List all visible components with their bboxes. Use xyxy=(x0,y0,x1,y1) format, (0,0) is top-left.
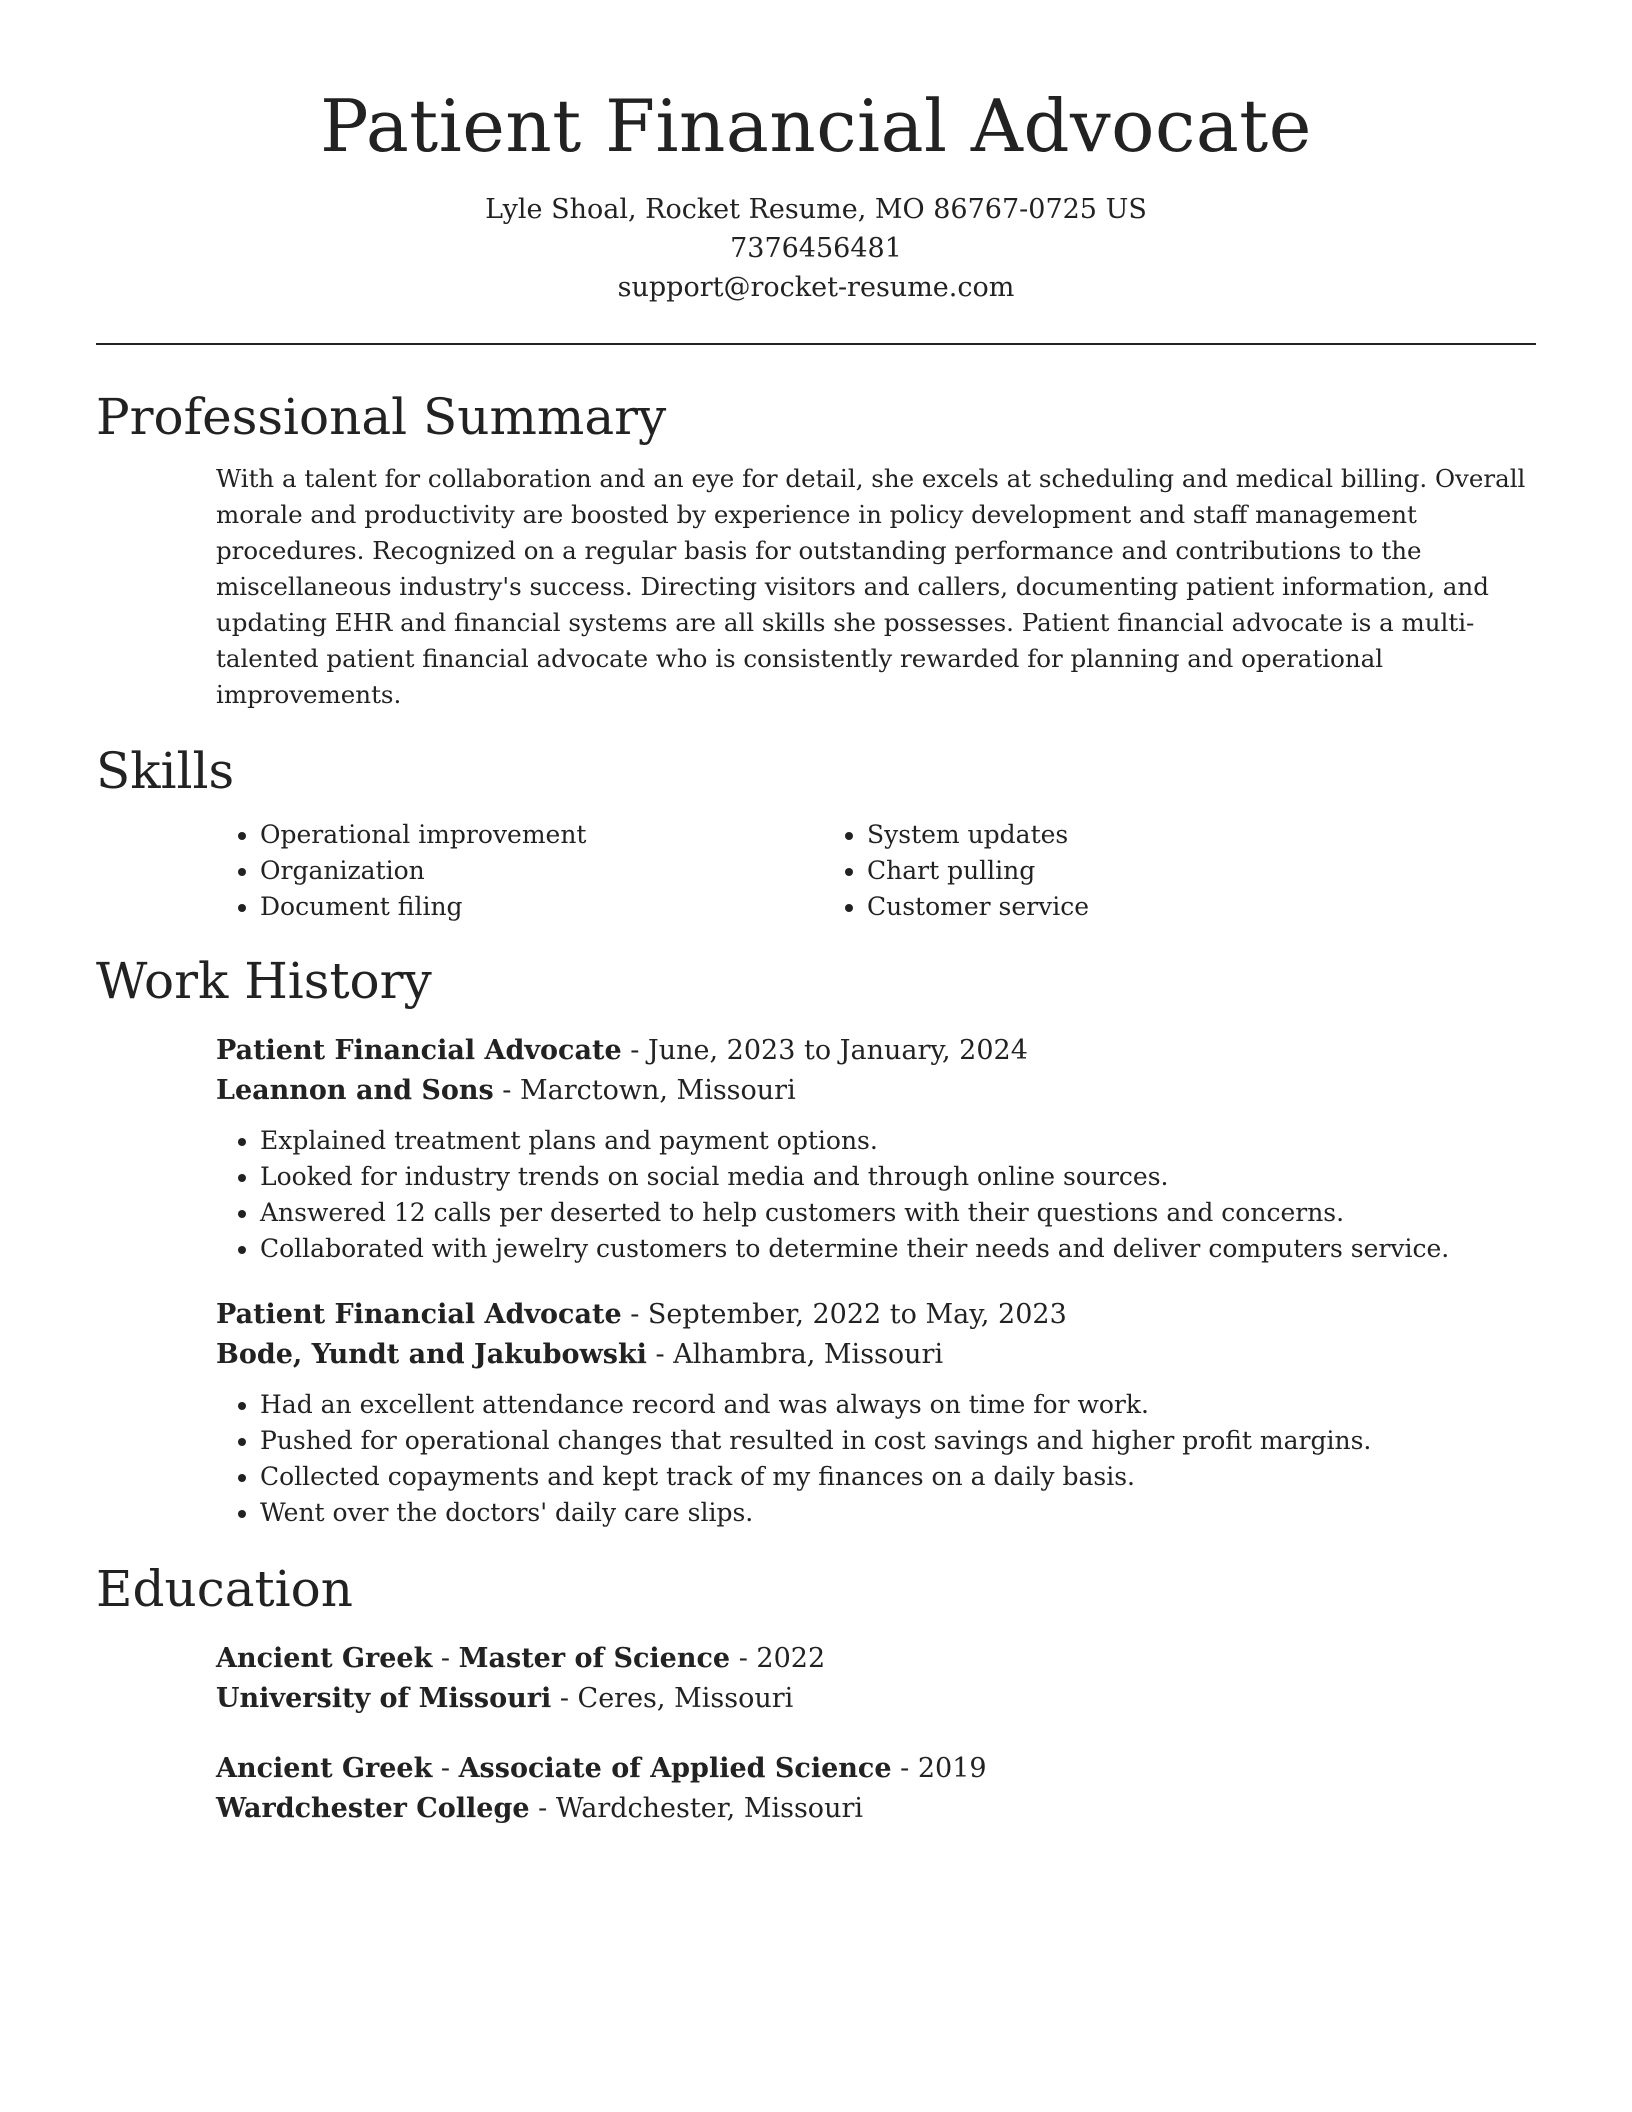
job-duties-list xyxy=(216,1123,1536,1267)
education-school: Wardchester College xyxy=(216,1793,530,1824)
job-duty: • Looked for industry trends on social media and through online sources. xyxy=(260,1159,1536,1195)
resume-title: Patient Financial Advocate xyxy=(320,84,1312,168)
job-duty: • Explained treatment plans and payment options. xyxy=(260,1123,1536,1159)
job-duty: • Pushed for operational changes that resulted in cost savings and higher profit margins. xyxy=(260,1423,1536,1459)
skill-item: • Document filing xyxy=(260,889,823,925)
job-location: Marctown, Missouri xyxy=(520,1075,796,1106)
job-company: Bode, Yundt and Jakubowski xyxy=(216,1339,647,1370)
section-title-skills: Skills xyxy=(96,742,235,800)
education-section xyxy=(96,1559,1536,1829)
job-title-line xyxy=(216,1295,1536,1335)
contact-email: support@rocket-resume.com xyxy=(617,272,1015,303)
contact-info xyxy=(96,190,1536,307)
education-entry xyxy=(216,1749,1536,1829)
skills-section xyxy=(96,741,1536,925)
job-duty: • Had an excellent attendance record and was always on time for work. xyxy=(260,1387,1536,1423)
section-title-education: Education xyxy=(96,1560,353,1618)
education-field: Ancient Greek xyxy=(216,1643,433,1674)
section-title-summary: Professional Summary xyxy=(96,388,667,446)
education-school-line xyxy=(216,1679,1536,1719)
job-company-line xyxy=(216,1071,1536,1111)
education-degree: Master of Science xyxy=(458,1643,731,1674)
summary-text: With a talent for collaboration and an eye for detail, she excels at scheduling and medical billing. Overall morale and productivity are boosted by experience in policy development and staff management procedures. Recognized on a regular basis for outstanding performance and contributions to the miscellaneous industry's success. Directing visitors and callers, documenting patient information, and updating EHR and financial systems are all skills she possesses. Patient financial advocate is a multi-talented patient financial advocate who is consistently rewarded for planning and operational improvements. xyxy=(216,464,1526,709)
skill-item: • System updates xyxy=(867,817,1089,853)
skills-grid xyxy=(216,817,1536,925)
professional-summary-section xyxy=(96,387,1536,713)
education-field: Ancient Greek xyxy=(216,1753,433,1784)
education-degree-line xyxy=(216,1639,1536,1679)
skill-item: • Chart pulling xyxy=(867,853,1089,889)
education-year: 2022 xyxy=(756,1643,826,1674)
job-company: Leannon and Sons xyxy=(216,1075,494,1106)
section-title-work: Work History xyxy=(96,952,432,1010)
header-divider xyxy=(96,343,1536,345)
job-duties-list xyxy=(216,1387,1536,1531)
job-duty: • Answered 12 calls per deserted to help customers with their questions and concerns. xyxy=(260,1195,1536,1231)
education-degree-line xyxy=(216,1749,1536,1789)
education-location: Ceres, Missouri xyxy=(577,1683,794,1714)
work-history-section xyxy=(96,951,1536,1531)
education-school-line xyxy=(216,1789,1536,1829)
job-title: Patient Financial Advocate xyxy=(216,1299,622,1330)
job-duty: • Collected copayments and kept track of my finances on a daily basis. xyxy=(260,1459,1536,1495)
education-degree: Associate of Applied Science xyxy=(458,1753,892,1784)
job-title-line xyxy=(216,1031,1536,1071)
job-entry xyxy=(216,1031,1536,1267)
job-location: Alhambra, Missouri xyxy=(673,1339,944,1370)
resume-header xyxy=(96,0,1536,307)
job-title: Patient Financial Advocate xyxy=(216,1035,622,1066)
skill-item: • Operational improvement xyxy=(260,817,823,853)
contact-address: Lyle Shoal, Rocket Resume, MO 86767-0725 US xyxy=(485,194,1147,225)
education-school: University of Missouri xyxy=(216,1683,552,1714)
education-entry xyxy=(216,1639,1536,1719)
education-location: Wardchester, Missouri xyxy=(555,1793,863,1824)
job-entry xyxy=(216,1295,1536,1531)
job-dates: September, 2022 to May, 2023 xyxy=(647,1299,1067,1330)
job-duty: • Went over the doctors' daily care slips. xyxy=(260,1495,1536,1531)
skills-list-left xyxy=(216,817,823,925)
education-year: 2019 xyxy=(917,1753,987,1784)
skills-list-right xyxy=(823,817,1089,925)
job-company-line xyxy=(216,1335,1536,1375)
job-duty: • Collaborated with jewelry customers to determine their needs and deliver computers service. xyxy=(260,1231,1536,1267)
skill-item: • Customer service xyxy=(867,889,1089,925)
skill-item: • Organization xyxy=(260,853,823,889)
job-dates: June, 2023 to January, 2024 xyxy=(647,1035,1028,1066)
contact-phone: 7376456481 xyxy=(730,233,902,264)
